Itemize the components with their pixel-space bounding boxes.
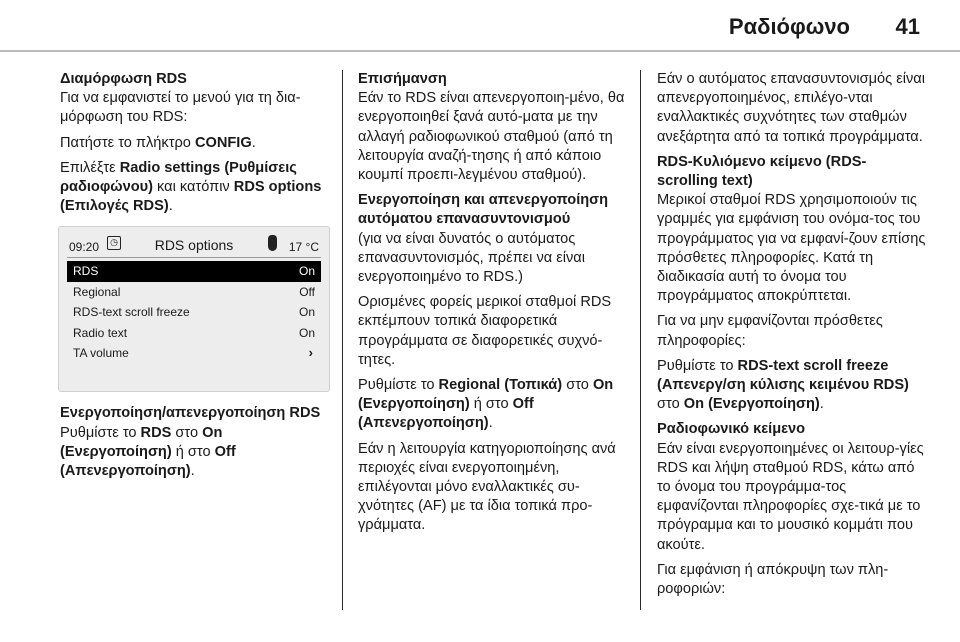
column-middle xyxy=(358,70,630,542)
paragraph-set-scroll-freeze xyxy=(657,357,927,415)
text: στο xyxy=(171,424,203,441)
screen-status-bar xyxy=(67,235,321,257)
paragraph-rds-menu-intro: Για να εμφανιστεί το μενού για τη δια-μόρφωση του RDS: xyxy=(60,90,301,126)
menu-row-label: RDS-text scroll freeze xyxy=(73,305,190,320)
text: ή στο xyxy=(171,443,215,460)
menu-row-rds-text-scroll-freeze xyxy=(67,302,321,323)
menu-row-value: On xyxy=(298,264,315,279)
text: στο xyxy=(657,396,684,413)
menu-row-rds xyxy=(67,261,321,282)
page-section-title: Ραδιόφωνο xyxy=(728,14,850,39)
text: Ρυθμίστε το xyxy=(358,377,439,394)
screen-divider xyxy=(67,257,321,258)
column-divider-right xyxy=(640,70,641,610)
paragraph-hide-info-intro: Για να μην εμφανίζονται πρόσθετες πληροφορίες: xyxy=(657,313,883,349)
clock-icon: ◷ xyxy=(107,236,121,250)
menu-row-regional xyxy=(67,282,321,303)
text: . xyxy=(488,415,493,432)
heading-rds-configuration: Διαμόρφωση RDS xyxy=(60,71,187,87)
paragraph-note-text: Εάν το RDS είναι απενεργοποιη-μένο, θα ενεργοποιηθεί ξανά αυτό-ματα με την αλλαγή ραδιοφωνικού σταθμού (από τη λειτουργία αναζή-τησης ή από κάποιο κουμπί προεπι-λεγμένου σταθμού). xyxy=(358,90,625,184)
text: Ρυθμίστε το xyxy=(60,424,141,441)
on-label: On (Ενεργοποίηση) xyxy=(60,424,223,460)
menu-row-value: Off xyxy=(299,284,315,299)
text: ή στο xyxy=(469,396,513,413)
menu-row-label: Radio text xyxy=(73,325,128,340)
text: και κατόπιν xyxy=(152,179,234,196)
paragraph-select-rds-options xyxy=(60,159,330,217)
page-number: 41 xyxy=(895,14,920,39)
menu-row-value: On xyxy=(298,305,315,320)
rds-options-label: RDS options (Επιλογές RDS) xyxy=(60,179,322,215)
text: στο xyxy=(562,377,593,394)
rds-label: RDS xyxy=(140,424,172,441)
off-label: Off (Απενεργοποίηση) xyxy=(358,396,534,432)
paragraph-scrolling-text-info: Μερικοί σταθμοί RDS χρησιμοποιούν τις γραμμές για εμφάνιση του ονόμα-τος του προγράμματος για να εμφανί-ζουν επίσης πρόσθετες πληροφορίες. Κατά τη διαδικασία αυτή το όνομα του προγράμματος αποκρύπτεται. xyxy=(657,192,926,305)
text: . xyxy=(190,463,195,480)
paragraph-toggle-info: Για εμφάνιση ή απόκρυψη των πλη-ροφοριών: xyxy=(657,561,889,598)
column-divider-left xyxy=(342,70,343,610)
menu-row-value: On xyxy=(298,325,315,340)
column-right xyxy=(657,70,927,605)
scroll-freeze-label: RDS-text scroll freeze (Απενεργ/ση κύλισης κειμένου RDS) xyxy=(657,357,909,394)
screen-title: RDS options xyxy=(154,237,234,254)
heading-rds-on-off: Ενεργοποίηση/απενεργοποίηση RDS xyxy=(60,405,321,422)
paragraph-set-rds xyxy=(60,424,330,482)
paragraph-auto-retune-condition: (για να είναι δυνατός ο αυτόματος επανασυντονισμός, πρέπει να είναι ενεργοποιημένο το RDS.) xyxy=(358,230,585,286)
on-label: On (Ενεργοποίηση) xyxy=(683,396,820,413)
text: . xyxy=(168,198,173,215)
paragraph-set-regional xyxy=(358,376,630,434)
thermometer-icon xyxy=(268,235,277,251)
screen-menu-list xyxy=(67,261,321,364)
off-label: Off (Απενεργοποίηση) xyxy=(60,443,236,480)
radio-settings-label: Radio settings (Ρυθμίσεις ραδιοφώνου) xyxy=(60,159,297,196)
page-header xyxy=(0,0,960,52)
regional-label: Regional (Τοπικά) xyxy=(438,377,563,394)
heading-note: Επισήμανση xyxy=(358,71,447,87)
menu-row-label: RDS xyxy=(73,264,99,279)
paragraph-regional-on-effect: Εάν η λειτουργία κατηγοριοποίησης ανά περιοχές είναι ενεργοποιημένη, επιλέγονται μόνο εναλλακτικές συ-χνότητες (AF) με τα ίδια τοπικά προ-γράμματα. xyxy=(358,440,616,534)
text: Πατήστε το πλήκτρο xyxy=(60,134,195,151)
text: Επιλέξτε xyxy=(60,159,120,176)
rds-options-screen-figure xyxy=(58,226,330,392)
heading-radio-text: Ραδιοφωνικό κείμενο xyxy=(657,421,806,438)
paragraph-regional-off-effect: Εάν ο αυτόματος επανασυντονισμός είναι απενεργοποιημένος, επιλέγο-νται εναλλακτικές συχνότητες των σταθμών ανεξάρτητα από τα τοπικά προγράμματα. xyxy=(657,71,925,145)
screen-temperature: 17 °C xyxy=(288,240,319,255)
on-label: On (Ενεργοποίηση) xyxy=(358,377,614,413)
column-left xyxy=(60,70,330,487)
screen-time: 09:20 xyxy=(69,240,100,255)
menu-row-label: Regional xyxy=(73,284,121,299)
heading-auto-retune: Ενεργοποίηση και απενεργοποίηση αυτόματου επανασυντονισμού xyxy=(358,192,609,228)
menu-row-label: TA volume xyxy=(73,346,129,361)
text: . xyxy=(819,396,824,413)
paragraph-radio-text-info: Εάν είναι ενεργοποιημένες οι λειτουρ-γίες RDS και λήψη σταθμού RDS, κάτω από το όνομα του προγράμμα-τος εμφανίζονται πληροφορίες σχε-τικά με το πρόγραμμα και το μουσικό κομμάτι που ακούτε. xyxy=(657,440,924,553)
menu-row-radio-text xyxy=(67,323,321,344)
text: Ρυθμίστε το xyxy=(657,357,738,374)
text: . xyxy=(251,134,256,151)
menu-row-ta-volume xyxy=(67,343,321,364)
chevron-right-icon: › xyxy=(308,345,313,361)
paragraph-press-config xyxy=(60,134,330,153)
heading-rds-scrolling-text: RDS-Κυλιόμενο κείμενο (RDS-scrolling text) xyxy=(657,153,867,190)
config-key-label: CONFIG xyxy=(194,134,252,151)
paragraph-regional-stations: Ορισμένες φορείς μερικοί σταθμοί RDS εκπέμπουν τοπικά διαφορετικά προγράμματα σε διαφορετικές συχνό-τητες. xyxy=(358,294,612,368)
